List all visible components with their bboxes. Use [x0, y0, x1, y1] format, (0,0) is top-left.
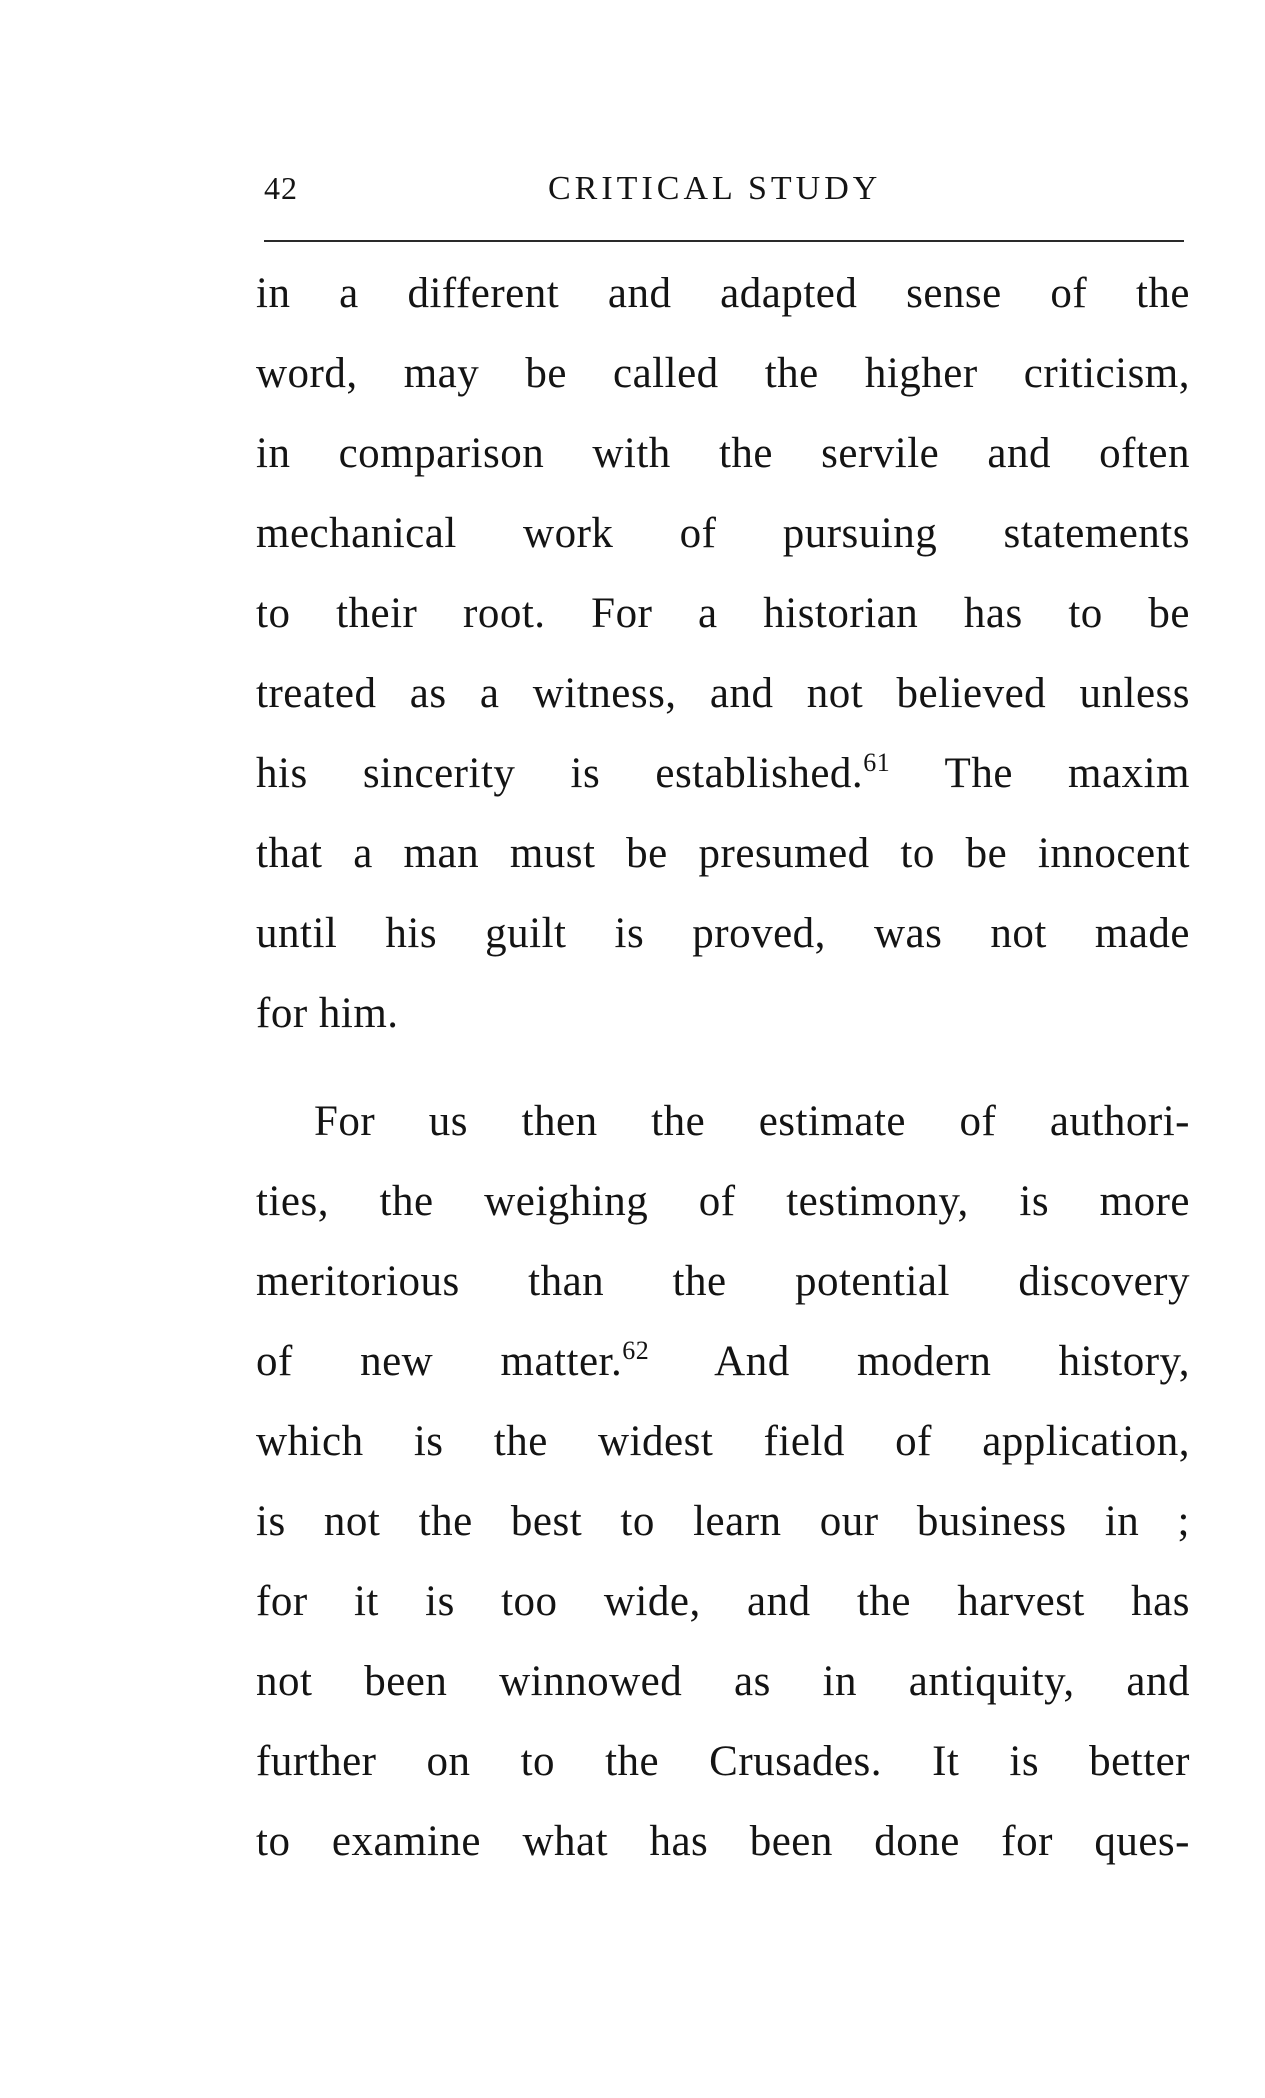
- text-line: ties, the weighing of testimony, is more: [256, 1178, 1190, 1225]
- text-line: to their root. For a historian has to be: [256, 590, 1190, 637]
- line-text: of new matter.: [256, 1338, 623, 1385]
- text-line: mechanical work of pursuing statements: [256, 510, 1190, 557]
- paragraph-1: [256, 263, 1190, 1063]
- running-head: [264, 170, 1184, 220]
- header-rule: [264, 240, 1184, 242]
- text-line: for him.: [256, 990, 399, 1037]
- text-line: in a different and adapted sense of the: [256, 270, 1190, 317]
- text-line: not been winnowed as in antiquity, and: [256, 1658, 1190, 1705]
- page-number: 42: [264, 170, 298, 206]
- text-line: until his guilt is proved, was not made: [256, 910, 1190, 957]
- paragraph-2: [256, 1091, 1190, 1891]
- text-line-with-note: [256, 1331, 1190, 1411]
- text-line: in comparison with the servile and often: [256, 430, 1190, 477]
- line-text: his sincerity is established.: [256, 750, 864, 797]
- text-line: which is the widest field of application,: [256, 1418, 1190, 1465]
- text-line: for it is too wide, and the harvest has: [256, 1578, 1190, 1625]
- text-line: further on to the Crusades. It is better: [256, 1738, 1190, 1785]
- text-line: word, may be called the higher criticism,: [256, 350, 1190, 397]
- running-head-title: CRITICAL STUDY: [548, 170, 882, 207]
- footnote-ref-61[interactable]: 61: [863, 748, 891, 777]
- line-text: The maxim: [890, 750, 1190, 797]
- paragraph-gap: [256, 1063, 1190, 1091]
- line-text: And modern history,: [649, 1338, 1191, 1385]
- text-line: treated as a witness, and not believed unless: [256, 670, 1190, 717]
- body-text: [256, 263, 1190, 1891]
- text-line-with-note: [256, 743, 1190, 823]
- text-line: that a man must be presumed to be innocent: [256, 830, 1190, 877]
- text-line: For us then the estimate of authori-: [314, 1098, 1190, 1145]
- text-line: to examine what has been done for ques-: [256, 1818, 1190, 1865]
- text-line: is not the best to learn our business in ;: [256, 1498, 1190, 1545]
- text-line: meritorious than the potential discovery: [256, 1258, 1190, 1305]
- footnote-ref-62[interactable]: 62: [622, 1336, 650, 1365]
